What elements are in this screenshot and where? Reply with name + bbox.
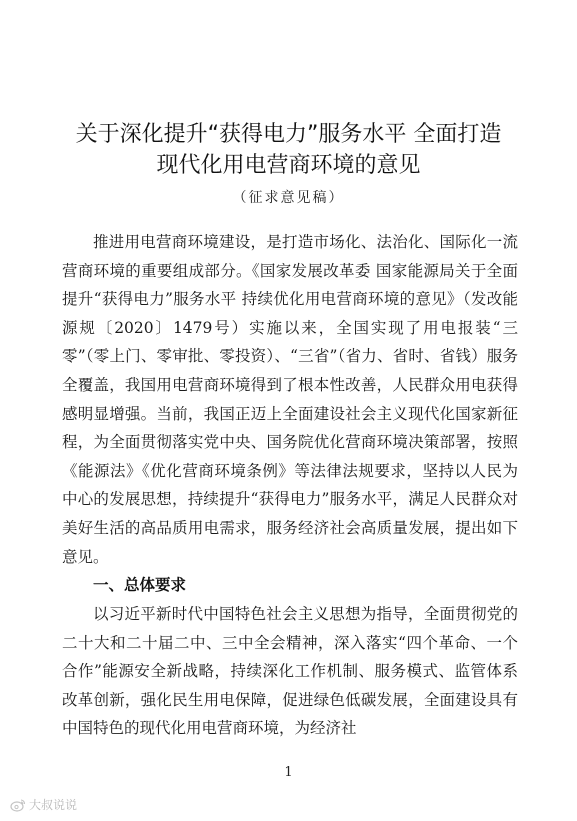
paragraph-general-requirements: 以习近平新时代中国特色社会主义思想为指导，全面贯彻党的二十大和二十届二中、三中全会精神，深入落实“四个革命、一个合作”能源安全新战略，持续深化工作机制、服务模式、监管体系改革创新，强化民生用电保障，促进绿色低碳发展，全面建设具有中国特色的现代化用电营商环境，为经济社 xyxy=(62,605,518,738)
page-number: 1 xyxy=(284,765,293,780)
paragraph-intro: 推进用电营商环境建设，是打造市场化、法治化、国际化一流营商环境的重要组成部分。《国家发展改革委 国家能源局关于全面提升“获得电力”服务水平 持续优化用电营商环境的意见》（发改能源规〔2020〕1479号）实施以来，全国实现了用电报装“三零”（零上门、零审批、零投资）、“三省”（省力、省时、省钱）服务全覆盖，我国用电营商环境得到了根本性改善，人民群众用电获得感明显增强。当前，我国正迈上全面建设社会主义现代化国家新征程，为全面贯彻落实党中央、国务院优化营商环境决策部署，按照《能源法》《优化营商环境条例》等法律法规要求，坚持以人民为中心的发展思想，持续提升“获得电力”服务水平，满足人民群众对美好生活的高品质用电需求，服务经济社会高质量发展，提出如下意见。 xyxy=(62,233,518,566)
watermark-text: 大叔说说 xyxy=(29,798,78,812)
section-heading-general-requirements: 一、总体要求 xyxy=(93,576,187,594)
document-title-line-1: 关于深化提升“获得电力”服务水平 全面打造 xyxy=(75,122,502,147)
document-title-line-2: 现代化用电营商环境的意见 xyxy=(156,153,421,178)
watermark xyxy=(10,796,77,813)
document-subtitle: （征求意见稿） xyxy=(232,190,345,206)
weibo-icon xyxy=(10,798,26,812)
